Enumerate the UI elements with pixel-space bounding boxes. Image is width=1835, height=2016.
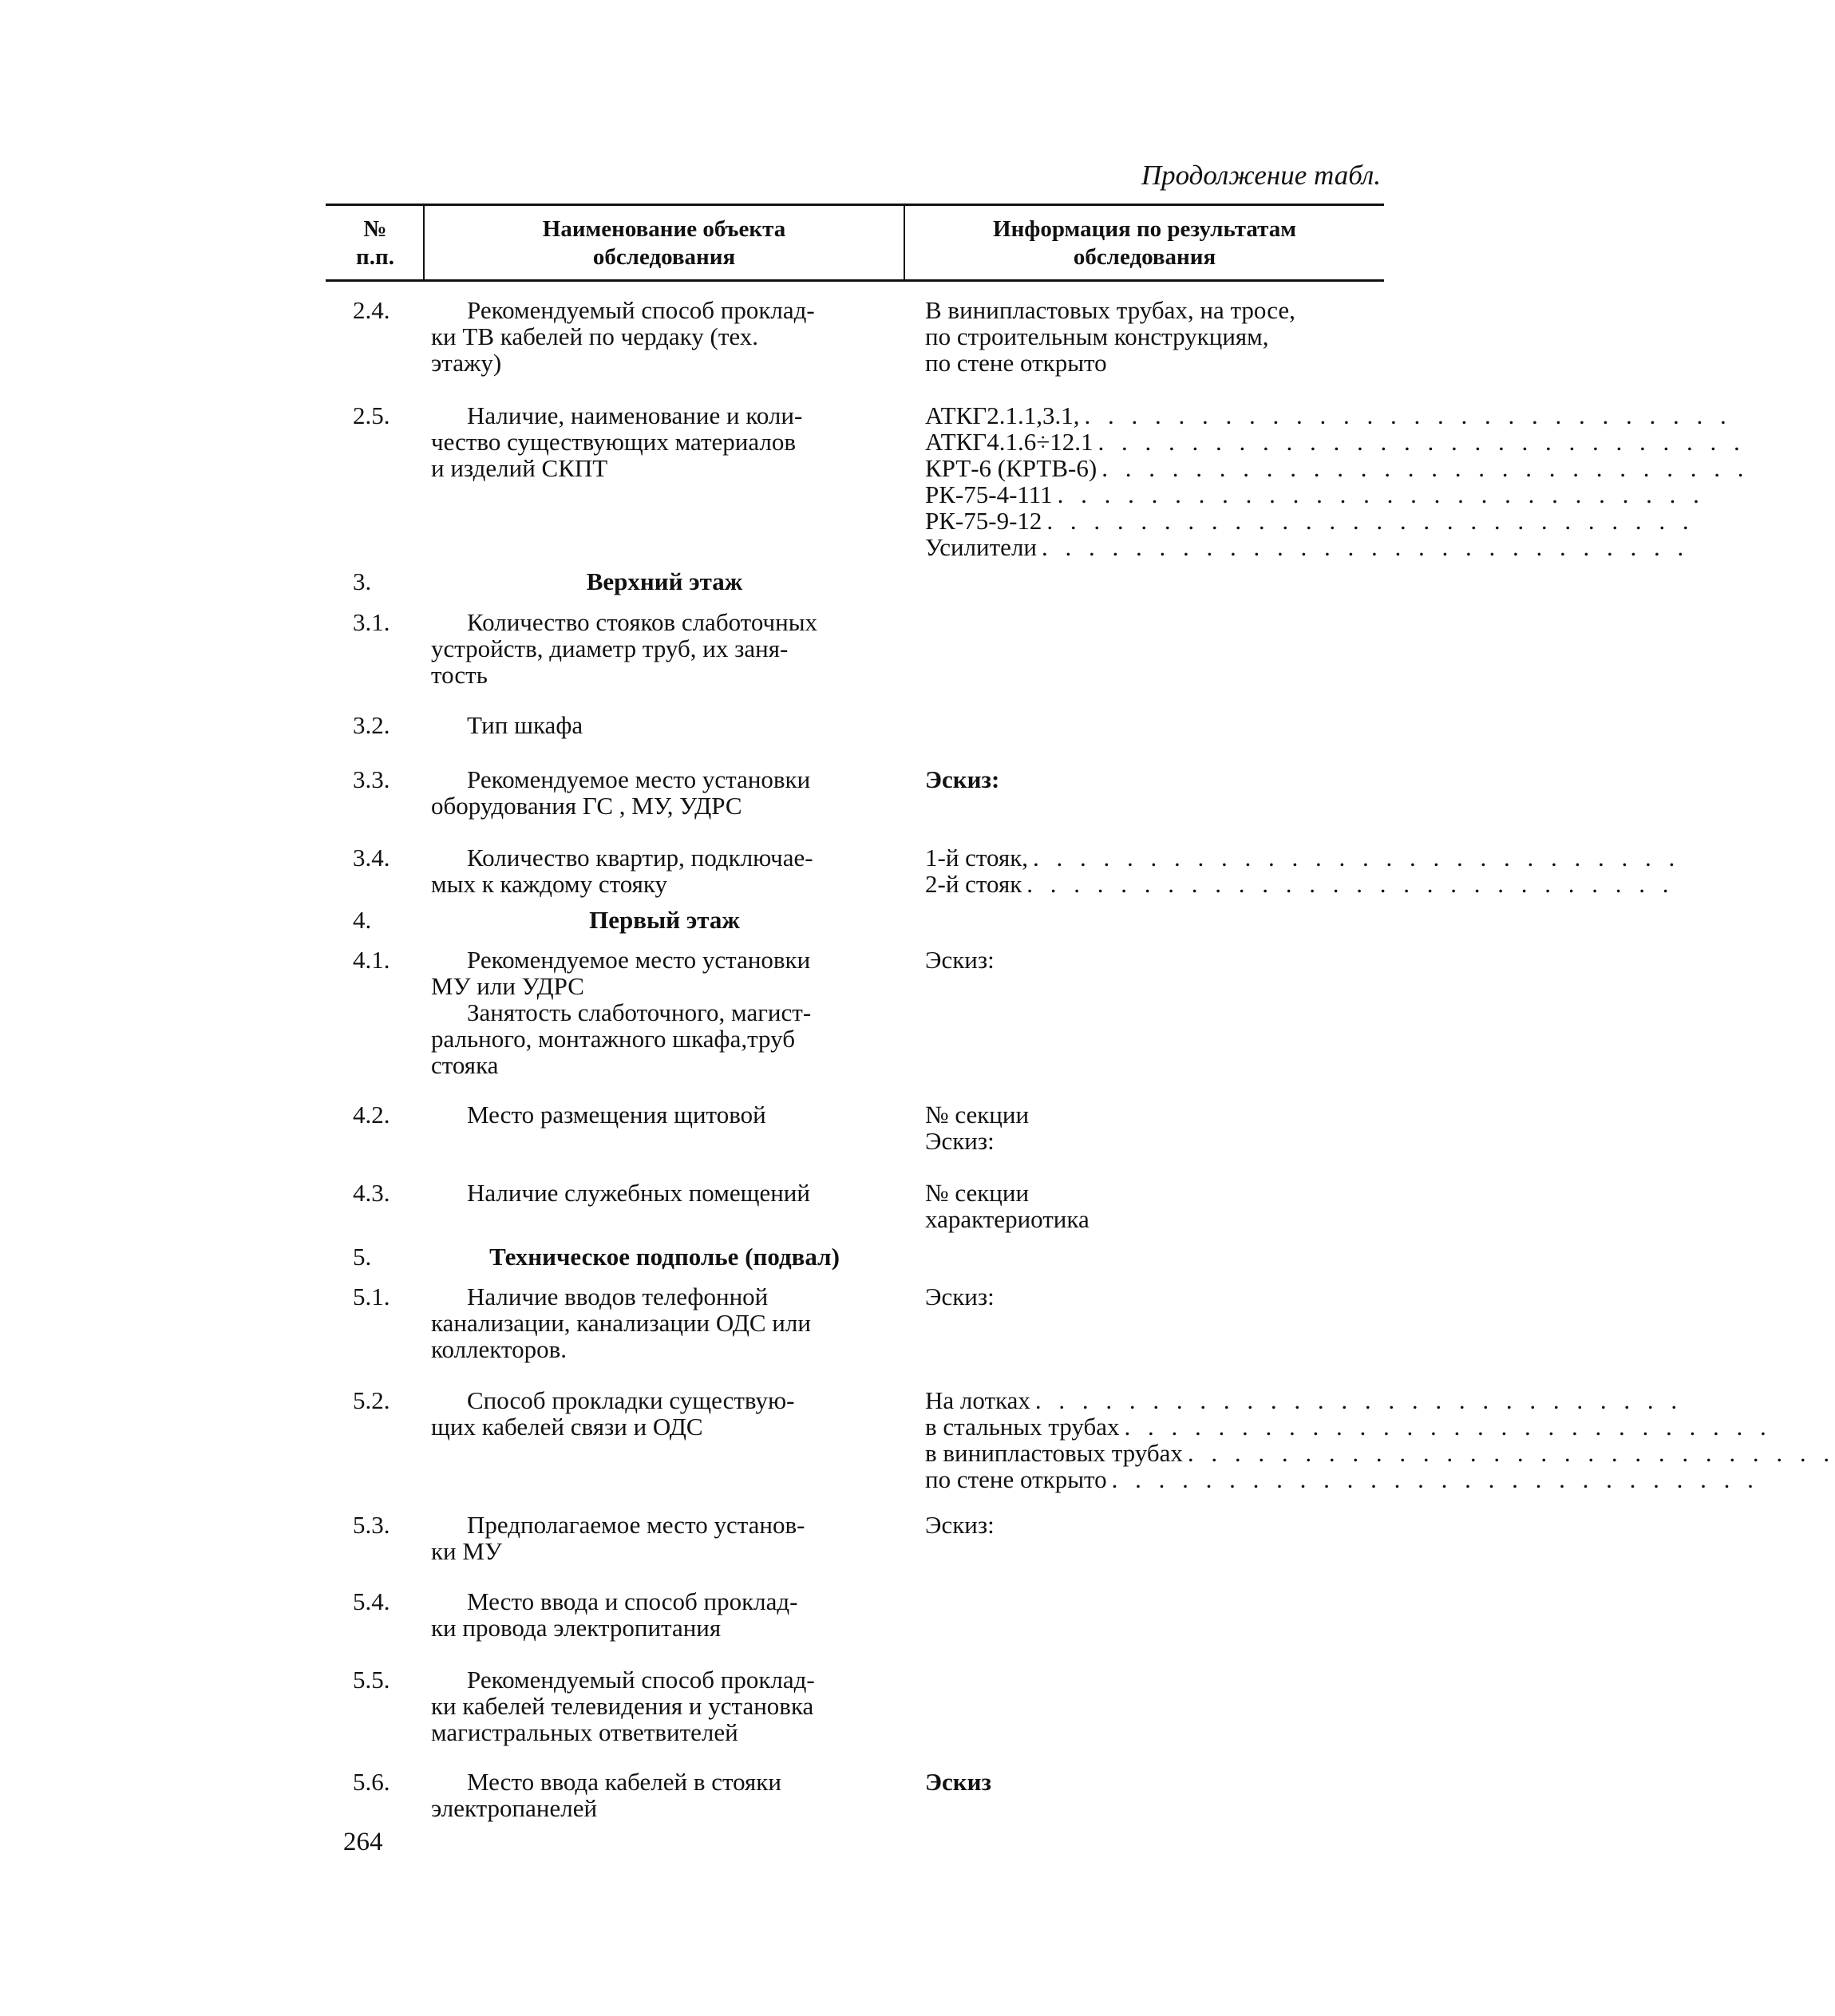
header-col-info [905,215,1384,271]
survey-info [925,844,1681,898]
dot-leader: . . . . . . . . . . . . . . . . . . . . . . . . . . . . [1111,1465,1759,1493]
object-name-line: Место размещения щитовой [467,1101,766,1129]
object-name-line: Место ввода кабелей в стояки [467,1768,781,1796]
section-title [431,568,898,595]
header-col-number-line1: № [363,216,387,242]
survey-info [925,401,1750,561]
dot-leader: . . . . . . . . . . . . . . . . . . . . . . . . . . . . [1084,401,1732,429]
survey-info-line [925,1439,1835,1467]
object-name-line: Рекомендуемое место установки [467,765,811,793]
object-name [431,844,898,897]
row-number: 3.1. [353,608,390,636]
item-label: в винипластовых трубах [925,1439,1183,1467]
survey-info-line: по строительным конструкциям, [925,322,1269,350]
object-name [431,1387,898,1440]
survey-info-line: № секции [925,1179,1030,1207]
object-name [431,1283,898,1362]
item-label: РК-75-9-12 [925,507,1042,535]
object-name-line: электропанелей [431,1794,598,1822]
dot-leader: . . . . . . . . . . . . . . . . . . . . . . . . . . . . [1097,428,1746,456]
dot-leader: . . . . . . . . . . . . . . . . . . . . . . . . . . . . [1187,1439,1835,1467]
survey-info [925,1769,1384,1795]
object-name-line: Тип шкафа [467,711,583,739]
object-name [431,1180,898,1206]
section-title-text: Первый этаж [589,906,740,934]
sketch-label: Эскиз: [925,765,1000,793]
survey-info [925,1283,1384,1310]
dot-leader: . . . . . . . . . . . . . . . . . . . . . . . . . . . . [1057,480,1705,508]
survey-info-line [925,533,1690,561]
object-name-line: щих кабелей связи и ОДС [431,1413,703,1441]
object-name [431,402,898,481]
survey-info-line: характериотика [925,1205,1090,1233]
object-name-line: Способ прокладки существую- [467,1386,795,1414]
sketch-label: Эскиз: [925,1127,995,1155]
object-name [431,609,898,688]
section-title [431,1243,898,1270]
header-col-name-line2: обследования [592,244,736,270]
row-number: 4.1. [353,946,390,974]
object-name-line: МУ или УДРС [431,972,584,1000]
object-name-line: Наличие, наименование и коли- [467,401,803,429]
survey-info [925,1512,1384,1538]
object-name-line: ки кабелей телевидения и установка [431,1692,814,1720]
object-name-line: и изделий СКПТ [431,454,608,482]
object-name-line: ки МУ [431,1537,502,1565]
object-name-line: чество существующих материалов [431,428,797,456]
survey-info-line [925,1413,1772,1441]
object-name [431,1512,898,1564]
sketch-label: Эскиз: [925,1283,995,1310]
row-number: 4.2. [353,1101,390,1129]
object-name-line: Рекомендуемый способ проклад- [467,1666,815,1694]
row-number: 3.3. [353,765,390,793]
item-label: 2-й стояк [925,870,1022,898]
survey-info-line [925,870,1675,898]
object-name-line: мых к каждому стояку [431,870,668,898]
survey-info-line [925,454,1750,482]
row-number: 5.3. [353,1511,390,1539]
survey-info-line [925,480,1705,508]
object-name-line: ки ТВ кабелей по чердаку (тех. [431,322,758,350]
survey-info [925,1101,1384,1154]
row-number: 3. [353,567,372,595]
object-name [431,1769,898,1821]
dot-leader: . . . . . . . . . . . . . . . . . . . . . . . . . . . . [1033,844,1681,872]
row-number: 5. [353,1243,372,1271]
header-col-name-line1: Наименование объекта [542,216,786,242]
object-name [431,712,898,738]
item-label: АТКГ4.1.6÷12.1 [925,428,1093,456]
object-name-line: магистральных ответвителей [431,1718,738,1746]
object-name-line: Место ввода и способ проклад- [467,1587,798,1615]
survey-info-line [925,428,1746,456]
table-top-rule [326,204,1384,206]
section-title-text: Верхний этаж [586,567,743,595]
dot-leader: . . . . . . . . . . . . . . . . . . . . . . . . . . . . [1034,1386,1683,1414]
dot-leader: . . . . . . . . . . . . . . . . . . . . . . . . . . . . [1026,870,1675,898]
item-label: РК-75-4-111 [925,480,1053,508]
section-title [431,907,898,933]
object-name [431,297,898,376]
page-number: 264 [343,1828,383,1856]
object-name-line: рального, монтажного шкафа,труб [431,1025,795,1053]
row-number: 4. [353,906,372,934]
survey-info-line [925,1386,1683,1414]
row-number: 3.4. [353,844,390,872]
row-number: 5.5. [353,1666,390,1694]
dot-leader: . . . . . . . . . . . . . . . . . . . . . . . . . . . . [1101,454,1750,482]
survey-info-line [925,507,1695,535]
object-name-line: Наличие вводов телефонной [467,1283,769,1310]
item-label: Усилители [925,533,1037,561]
object-name-line: канализации, канализации ОДС или [431,1309,811,1337]
row-number: 2.5. [353,401,390,429]
object-name-line: коллекторов. [431,1335,567,1363]
row-number: 5.2. [353,1386,390,1414]
object-name-line: устройств, диаметр труб, их заня- [431,634,789,662]
row-number: 5.6. [353,1768,390,1796]
sketch-label: Эскиз [925,1768,991,1796]
object-name-line: Рекомендуемое место установки [467,946,811,974]
table-continuation-caption: Продолжение табл. [1141,160,1381,191]
dot-leader: . . . . . . . . . . . . . . . . . . . . . . . . . . . . [1124,1413,1772,1441]
item-label: 1-й стояк, [925,844,1029,872]
sketch-label: Эскиз: [925,946,995,974]
survey-info [925,947,1384,973]
object-name-line: тость [431,661,488,689]
object-name-line: Рекомендуемый способ проклад- [467,296,815,324]
item-label: На лотках [925,1386,1030,1414]
header-col-number [327,215,423,271]
survey-info-line: № секции [925,1101,1030,1129]
object-name-line: Занятость слаботочного, магист- [467,998,812,1026]
survey-info-line [925,401,1732,429]
object-name [431,1588,898,1641]
sketch-label: Эскиз: [925,1511,995,1539]
object-name [431,1101,898,1128]
dot-leader: . . . . . . . . . . . . . . . . . . . . . . . . . . . . [1046,507,1695,535]
item-label: по стене открыто [925,1465,1107,1493]
survey-info [925,766,1384,793]
object-name-line: Предполагаемое место установ- [467,1511,805,1539]
row-number: 5.4. [353,1587,390,1615]
header-bottom-rule [326,279,1384,282]
dot-leader: . . . . . . . . . . . . . . . . . . . . . . . . . . . . [1042,533,1690,561]
item-label: в стальных трубах [925,1413,1120,1441]
item-label: АТКГ2.1.1,3.1, [925,401,1080,429]
object-name [431,766,898,819]
header-col-number-line2: п.п. [356,244,394,270]
row-number: 5.1. [353,1283,390,1310]
object-name-line: Количество квартир, подключае- [467,844,813,872]
survey-info [925,297,1384,376]
object-name [431,947,898,1078]
object-name-line: стояка [431,1051,499,1079]
item-label: КРТ-6 (КРТВ-6) [925,454,1097,482]
survey-info-line: по стене открыто [925,349,1107,377]
header-col-name [425,215,904,271]
row-number: 3.2. [353,711,390,739]
survey-info [925,1386,1835,1493]
header-col-info-line1: Информация по результатам [993,216,1296,242]
survey-info-line: В винипластовых трубах, на тросе, [925,296,1295,324]
object-name-line: этажу) [431,349,502,377]
object-name [431,1666,898,1745]
object-name-line: оборудования ГС , МУ, УДРС [431,792,742,820]
object-name-line: ки провода электропитания [431,1614,722,1642]
row-number: 2.4. [353,296,390,324]
survey-info-line [925,844,1681,872]
object-name-line: Количество стояков слаботочных [467,608,818,636]
row-number: 4.3. [353,1179,390,1207]
survey-info-line [925,1465,1759,1493]
survey-info [925,1180,1384,1232]
section-title-text: Техническое подполье (подвал) [489,1243,840,1271]
object-name-line: Наличие служебных помещений [467,1179,810,1207]
header-col-info-line2: обследования [1073,244,1216,270]
